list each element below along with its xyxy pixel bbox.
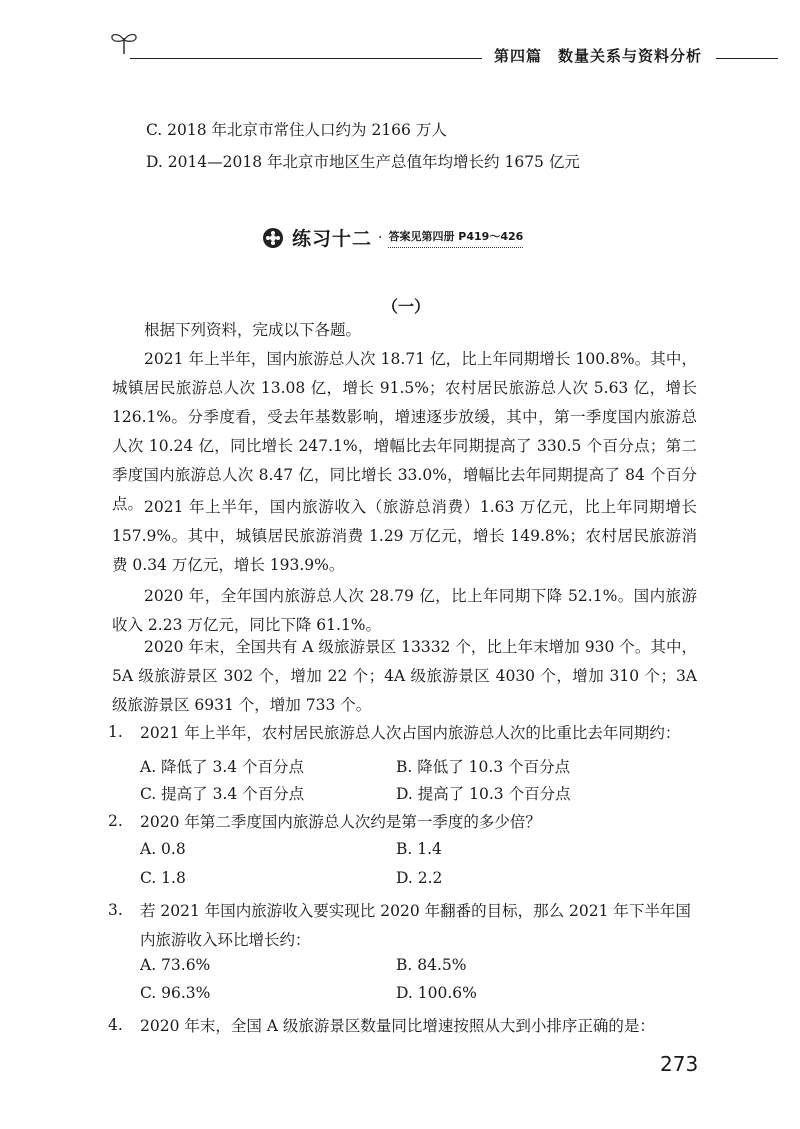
paragraph-2: 2021 年上半年，国内旅游收入（旅游总消费）1.63 万亿元，比上年同期增长 157.9%。其中，城镇居民旅游消费 1.29 万亿元，增长 149.8%；农村居民旅游消费 0.34 万亿元，增长 193.9%。 [112,498,697,574]
question-1-option-a: A. 降低了 3.4 个百分点 [140,758,305,776]
header-rule-left [130,58,482,59]
question-2-option-c: C. 1.8 [140,869,186,887]
header-rule-right [716,58,778,59]
question-3-option-d: D. 100.6% [396,984,477,1002]
paragraph-1: 2021 年上半年，国内旅游总人次 18.71 亿，比上年同期增长 100.8%。其中，城镇居民旅游总人次 13.08 亿，增长 91.5%；农村居民旅游总人次 5.63 亿，增长 126.1%。分季度看，受去年基数影响，增速逐步放缓，其中，第一季度国内旅游总人次 10.24 亿，同比增长 247.1%，增幅比去年同期提高了 330.5 个百分点；第二季度国内旅游总人次 8.47 亿，同比增长 33.0%，增幅比去年同期提高了 84 个百分点。 [112,350,697,513]
question-3-number: 3. [108,901,123,919]
question-1-option-d: D. 提高了 10.3 个百分点 [396,785,571,803]
flower-bullet-icon [262,227,284,249]
paragraph-4: 2020 年末，全国共有 A 级旅游景区 13332 个，比上年末增加 930 个。其中，5A 级旅游景区 302 个，增加 22 个；4A 级旅游景区 4030 个，增加 310 个；3A 级旅游景区 6931 个，增加 733 个。 [112,638,697,714]
intro-text: 根据下列资料，完成以下各题。 [144,321,362,339]
answer-reference: 答案见第四册 P419～426 [388,228,523,248]
question-2-number: 2. [108,812,123,830]
question-1-number: 1. [108,723,123,741]
question-1-option-c: C. 提高了 3.4 个百分点 [140,785,305,803]
prev-option-c: C. 2018 年北京市常住人口约为 2166 万人 [146,121,447,139]
section-dot: · [378,229,383,246]
question-4-text: 2020 年末，全国 A 级旅游景区数量同比增速按照从大到小排序正确的是： [140,1017,655,1035]
question-2-text: 2020 年第二季度国内旅游总人次约是第一季度的多少倍？ [140,813,541,831]
question-1-option-b: B. 降低了 10.3 个百分点 [396,758,571,776]
question-3-option-c: C. 96.3% [140,984,211,1002]
page-number: 273 [660,1052,699,1076]
question-3-option-a: A. 73.6% [140,956,211,974]
header-section-title: 第四篇 数量关系与资料分析 [494,47,703,65]
section-heading [262,224,523,251]
question-1-text: 2021 年上半年，农村居民旅游总人次占国内旅游总人次的比重比去年同期约： [140,724,681,742]
part-label: （一） [382,297,431,316]
question-3-option-b: B. 84.5% [396,956,467,974]
section-title: 练习十二 [292,228,373,250]
prev-option-d: D. 2014—2018 年北京市地区生产总值年均增长约 1675 亿元 [146,153,580,171]
paragraph-3: 2020 年，全年国内旅游总人次 28.79 亿，比上年同期下降 52.1%。国内旅游收入 2.23 万亿元，同比下降 61.1%。 [112,587,697,634]
question-2-option-d: D. 2.2 [396,869,443,887]
question-4-number: 4. [108,1016,123,1034]
sprout-logo-icon [108,28,140,56]
question-2-option-a: A. 0.8 [140,840,186,858]
question-3-text: 若 2021 年国内旅游收入要实现比 2020 年翻番的目标，那么 2021 年下半年国内旅游收入环比增长约： [140,902,691,949]
question-2-option-b: B. 1.4 [396,840,442,858]
